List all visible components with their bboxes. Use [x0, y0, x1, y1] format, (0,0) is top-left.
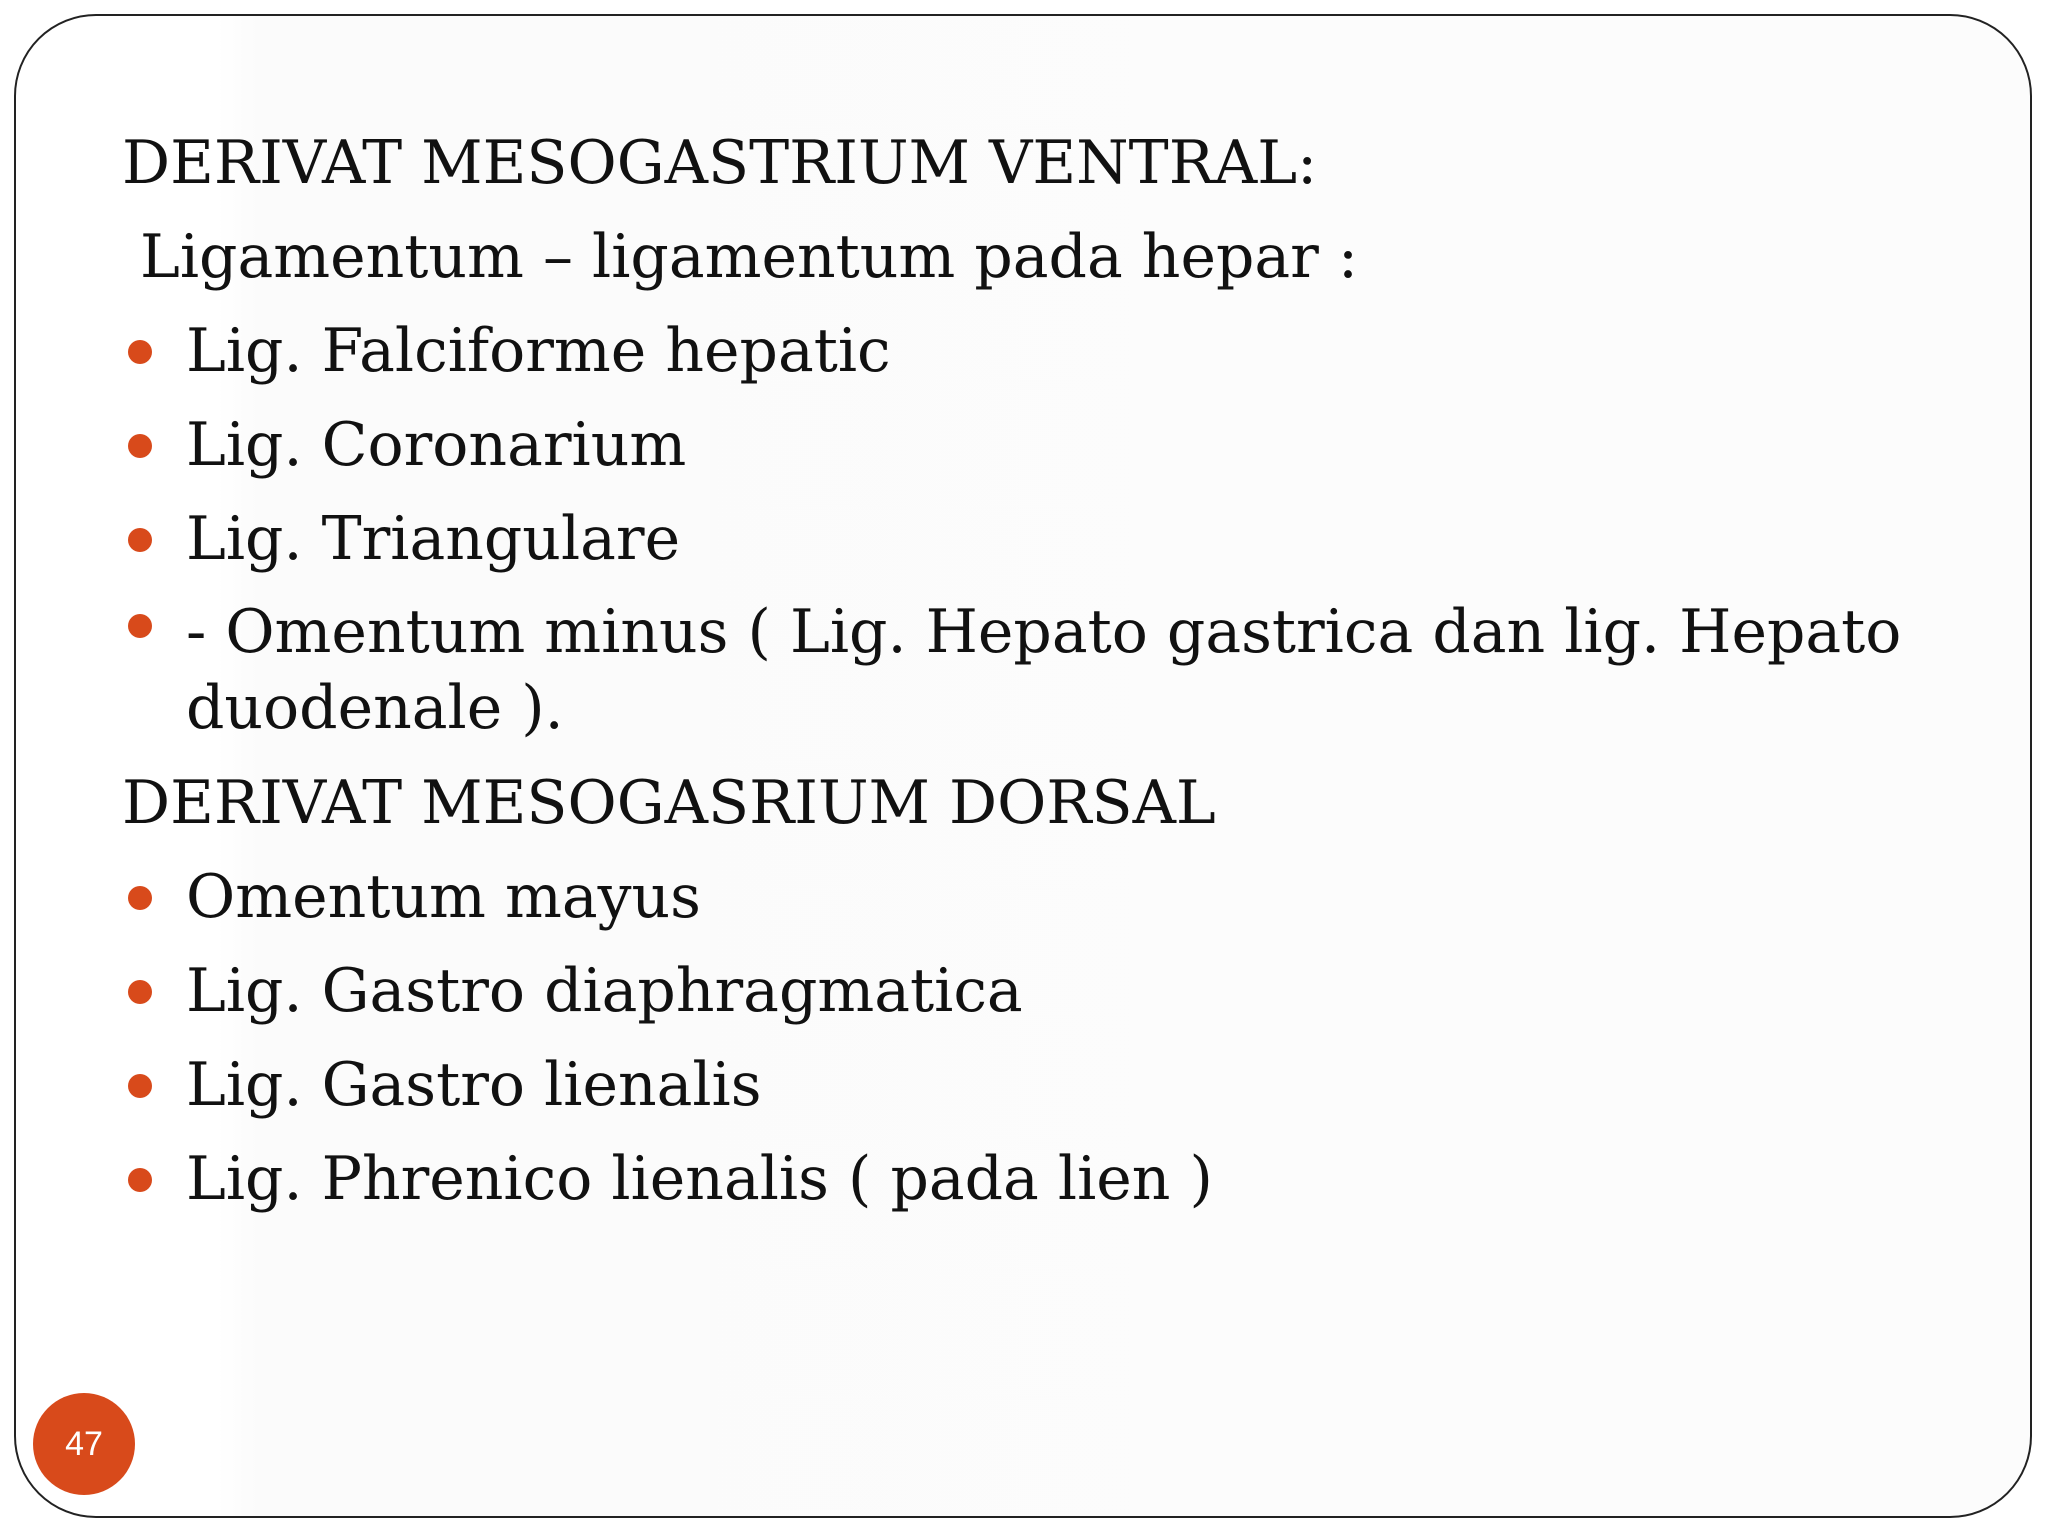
list-item-text: Lig. Gastro lienalis	[186, 1050, 762, 1120]
list-item	[122, 1132, 1942, 1226]
list-item	[122, 398, 1942, 492]
section-heading-dorsal: DERIVAT MESOGASRIUM DORSAL	[122, 768, 1216, 838]
list-item	[122, 850, 1942, 944]
bullet-dot-icon	[128, 1168, 152, 1192]
bullet-dot-icon	[128, 980, 152, 1004]
list-item-text: Lig. Phrenico lienalis ( pada lien )	[186, 1144, 1213, 1214]
list-item-text: - Omentum minus ( Lig. Hepato gastrica dan lig. Hepato duodenale ).	[186, 597, 1902, 743]
ventral-bullet-list	[122, 304, 1942, 756]
list-item-text: Lig. Gastro diaphragmatica	[186, 956, 1023, 1026]
section-heading-ventral: DERIVAT MESOGASTRIUM VENTRAL:	[122, 128, 1318, 198]
list-item	[122, 1038, 1942, 1132]
page-number-badge: 47	[33, 1393, 135, 1495]
list-item-text: Lig. Coronarium	[186, 410, 687, 480]
bullet-dot-icon	[128, 340, 152, 364]
bullet-dot-icon	[128, 528, 152, 552]
list-item-text: Lig. Falciforme hepatic	[186, 316, 891, 386]
bullet-dot-icon	[128, 886, 152, 910]
list-item-text: Lig. Triangulare	[186, 504, 681, 574]
list-item	[122, 492, 1942, 586]
section-subheading-hepar: Ligamentum – ligamentum pada hepar :	[140, 222, 1359, 292]
list-item	[122, 944, 1942, 1038]
list-item	[122, 304, 1942, 398]
dorsal-bullet-list	[122, 850, 1942, 1226]
bullet-dot-icon	[128, 1074, 152, 1098]
bullet-dot-icon	[128, 434, 152, 458]
bullet-dot-icon	[128, 614, 152, 638]
list-item	[122, 586, 1942, 756]
list-item-text: Omentum mayus	[186, 862, 701, 932]
slide-content	[122, 116, 1942, 1226]
